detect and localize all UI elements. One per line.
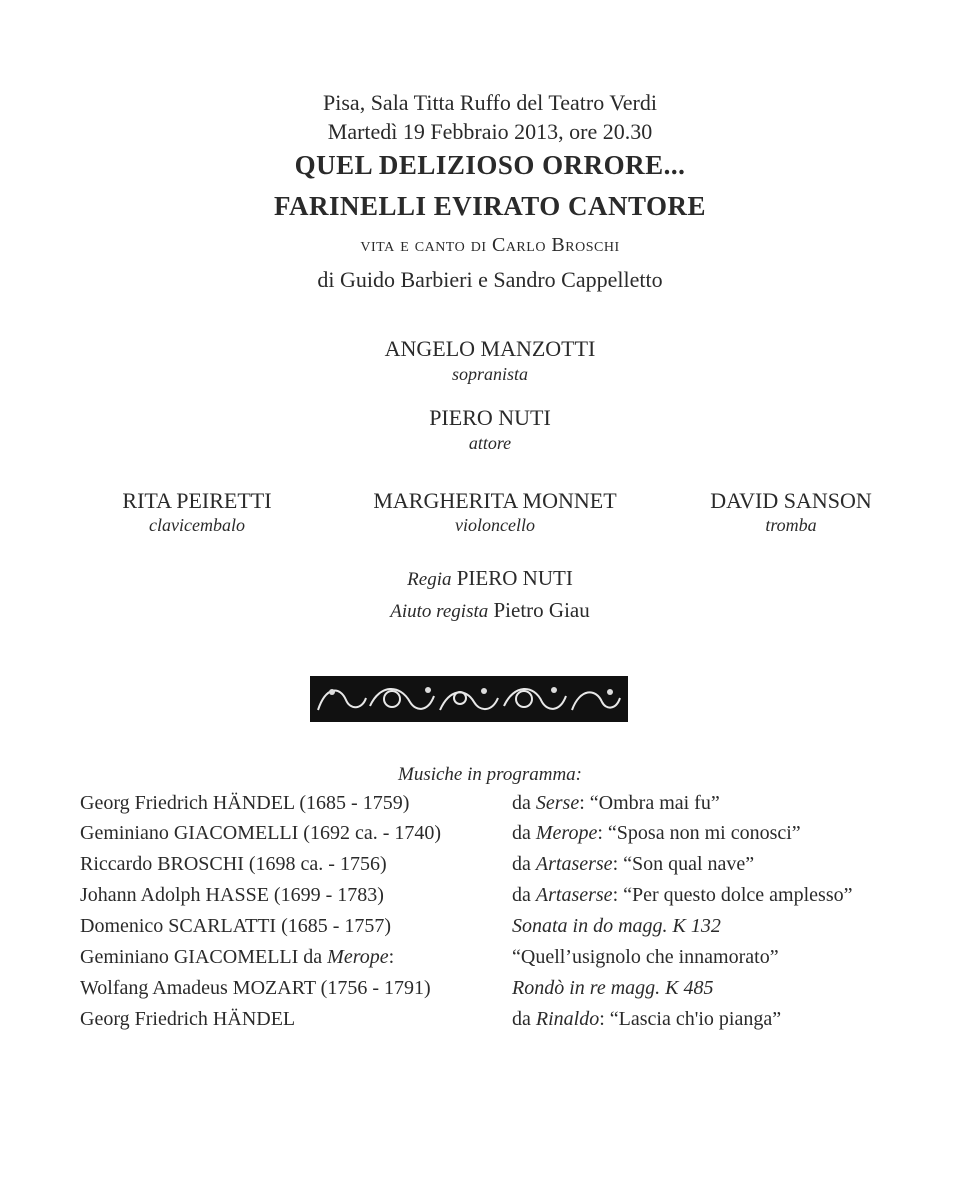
performer-role: clavicembalo — [149, 515, 245, 535]
regia-label: Regia — [407, 569, 452, 590]
performer-name: DAVID SANSON — [710, 488, 872, 513]
regia-line — [0, 566, 980, 591]
performer-name: MARGHERITA MONNET — [373, 488, 617, 513]
performer-name: PIERO NUTI — [429, 405, 551, 430]
subtitle: vita e canto di Carlo Broschi — [360, 234, 620, 256]
program-composer: Geminiano GIACOMELLI da Merope: — [80, 946, 395, 968]
program-piece: da Artaserse: “Son qual nave” — [512, 853, 755, 875]
program-heading: Musiche in programma: — [398, 764, 582, 785]
aiuto-label: Aiuto regista — [390, 601, 489, 622]
program-composer: Georg Friedrich HÄNDEL (1685 - 1759) — [80, 792, 410, 814]
program-piece: da Artaserse: “Per questo dolce amplesso” — [512, 884, 853, 906]
aiuto-regista-line — [0, 598, 980, 623]
program-piece: Rondò in re magg. K 485 — [512, 977, 714, 999]
performer-role: sopranista — [451, 364, 529, 384]
program-composer: Domenico SCARLATTI (1685 - 1757) — [80, 915, 392, 937]
program-composer: Wolfang Amadeus MOZART (1756 - 1791) — [80, 977, 431, 999]
ornament-image — [310, 676, 628, 722]
program-piece: da Merope: “Sposa non mi conosci” — [512, 822, 801, 844]
program-piece: Sonata in do magg. K 132 — [512, 915, 721, 937]
performer-role: violoncello — [455, 515, 535, 535]
program-composer: Georg Friedrich HÄNDEL — [80, 1008, 296, 1030]
venue-line: Pisa, Sala Titta Ruffo del Teatro Verdi — [323, 90, 657, 115]
program-composer: Riccardo BROSCHI (1698 ca. - 1756) — [80, 853, 387, 875]
date-line: Martedì 19 Febbraio 2013, ore 20.30 — [327, 119, 653, 144]
program-piece: da Serse: “Ombra mai fu” — [512, 792, 720, 814]
title-line-2: FARINELLI EVIRATO CANTORE — [273, 191, 707, 221]
performer-role: tromba — [765, 515, 817, 535]
title-line-1: QUEL DELIZIOSO ORRORE... — [294, 150, 686, 180]
authors-line: di Guido Barbieri e Sandro Cappelletto — [317, 267, 663, 292]
program-piece: “Quell’usignolo che innamorato” — [512, 946, 779, 968]
regia-name: PIERO NUTI — [456, 566, 573, 590]
program-composer: Geminiano GIACOMELLI (1692 ca. - 1740) — [80, 822, 442, 844]
aiuto-name: Pietro Giau — [493, 598, 590, 622]
performer-name: ANGELO MANZOTTI — [384, 336, 596, 361]
program-composer: Johann Adolph HASSE (1699 - 1783) — [80, 884, 384, 906]
performer-role: attore — [468, 433, 512, 453]
program-piece: da Rinaldo: “Lascia ch'io pianga” — [512, 1008, 782, 1030]
performer-name: RITA PEIRETTI — [122, 488, 272, 513]
